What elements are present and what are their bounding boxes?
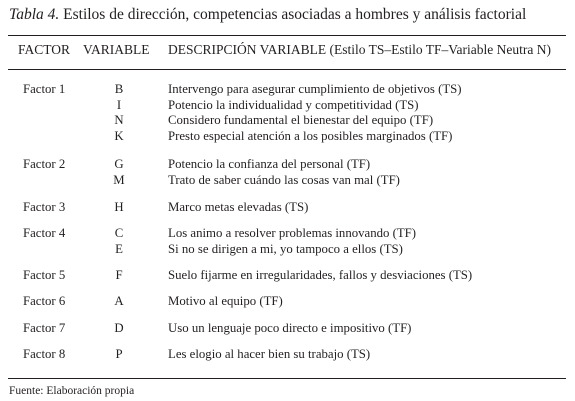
variable-description: Si no se dirigen a mi, yo tampoco a ellos (TS) [168, 241, 403, 256]
variable-column [112, 200, 126, 216]
factor-label: Factor 4 [23, 226, 66, 240]
header-description: DESCRIPCIÓN VARIABLE (Estilo TS–Estilo TF–Variable Neutra N) [168, 42, 551, 57]
factor-label: Factor 5 [23, 268, 66, 282]
variable-description: Suelo fijarme en irregularidades, fallos y desviaciones (TS) [168, 268, 473, 282]
variable-description: Marco metas elevadas (TS) [168, 200, 309, 214]
variable-code: N [114, 113, 124, 127]
description-column [168, 82, 462, 144]
variable-column [112, 321, 126, 337]
variable-code: F [115, 268, 123, 282]
variable-code: A [114, 294, 124, 308]
variable-code: C [114, 226, 124, 240]
description-column [168, 200, 308, 216]
factor-label: Factor 2 [23, 157, 66, 171]
description-column [168, 294, 283, 310]
description-column [168, 321, 411, 337]
factor-label: Factor 7 [23, 321, 66, 335]
variable-code: H [114, 200, 124, 214]
variable-column [112, 226, 126, 257]
variable-code: G [114, 157, 124, 171]
variable-code: P [115, 347, 123, 361]
variable-description: Intervengo para asegurar cumplimiento de objetivos (TS) [168, 82, 462, 96]
variable-description: Considero fundamental el bienestar del equipo (TF) [168, 113, 434, 127]
variable-column [112, 294, 126, 310]
table-caption-label: Tabla 4. [9, 6, 60, 23]
variable-description: Potencio la confianza del personal (TF) [168, 157, 371, 171]
variable-column [112, 268, 126, 284]
variable-column [112, 82, 126, 144]
variable-description: Presto especial atención a los posibles marginados (TF) [168, 128, 453, 143]
factor-label: Factor 8 [23, 347, 66, 361]
table-caption-title: Estilos de dirección, competencias asociadas a hombres y análisis factorial [63, 6, 527, 23]
table-source: Fuente: Elaboración propia [9, 385, 135, 397]
factor-label: Factor 6 [23, 294, 66, 308]
variable-description: Trato de saber cuándo las cosas van mal (TF) [168, 172, 400, 187]
table-caption [9, 6, 526, 24]
top-rule [8, 35, 566, 36]
variable-description: Les elogio al hacer bien su trabajo (TS) [168, 347, 371, 361]
description-column [168, 268, 472, 284]
variable-code: M [113, 172, 125, 187]
factor-label: Factor 3 [23, 200, 66, 214]
variable-code: K [114, 128, 124, 143]
header-factor: FACTOR [18, 42, 71, 57]
variable-description: Los animo a resolver problemas innovando (TF) [168, 226, 417, 240]
variable-column [112, 347, 126, 363]
variable-code: B [114, 82, 124, 96]
variable-description: Motivo al equipo (TF) [168, 294, 283, 308]
variable-code: I [116, 97, 122, 112]
description-column [168, 226, 416, 257]
factor-label: Factor 1 [23, 82, 66, 96]
bottom-rule [8, 378, 566, 379]
description-column [168, 347, 370, 363]
header-rule [8, 69, 566, 70]
header-variable: VARIABLE [83, 42, 150, 57]
variable-description: Uso un lenguaje poco directo e impositivo (TF) [168, 321, 412, 335]
variable-column [112, 157, 126, 188]
variable-code: D [114, 321, 124, 335]
variable-description: Potencio la individualidad y competitividad (TS) [168, 97, 419, 112]
variable-code: E [115, 241, 123, 256]
description-column [168, 157, 400, 188]
